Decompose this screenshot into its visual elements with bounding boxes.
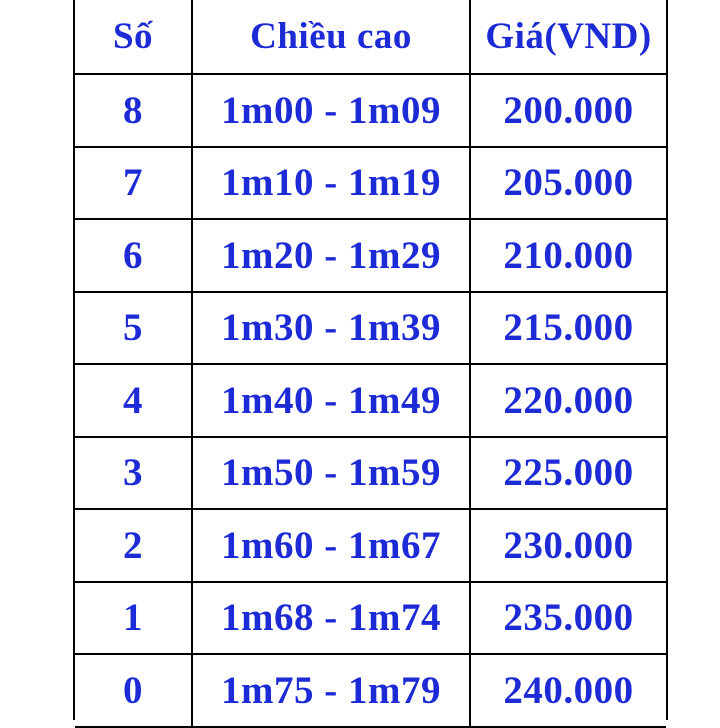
header-price: Giá(VND) [485, 16, 652, 57]
size-number-cell: 2 [75, 510, 193, 581]
height-range-cell: 1m75 - 1m79 [193, 655, 471, 726]
size-number-cell: 8 [75, 75, 193, 146]
price-cell: 220.000 [503, 378, 634, 422]
table-row [75, 75, 666, 148]
table-row [75, 365, 666, 438]
size-number-cell: 4 [75, 365, 193, 436]
height-range-cell: 1m20 - 1m29 [193, 220, 471, 291]
table-row [75, 293, 666, 366]
price-cell: 215.000 [503, 306, 634, 350]
height-range-cell: 1m00 - 1m09 [193, 75, 471, 146]
header-height: Chiều cao [193, 0, 471, 73]
price-cell: 200.000 [503, 88, 634, 132]
size-number-cell: 7 [75, 148, 193, 219]
height-range-cell: 1m30 - 1m39 [193, 293, 471, 364]
table-row [75, 148, 666, 221]
table-row [75, 438, 666, 511]
size-number-cell: 0 [75, 655, 193, 726]
size-number-cell: 1 [75, 583, 193, 654]
price-cell: 240.000 [503, 668, 634, 712]
height-range-cell: 1m40 - 1m49 [193, 365, 471, 436]
size-number-cell: 5 [75, 293, 193, 364]
table-row [75, 655, 666, 728]
price-cell: 235.000 [503, 596, 634, 640]
table-row [75, 220, 666, 293]
price-cell: 205.000 [503, 161, 634, 205]
table-row [75, 510, 666, 583]
size-number-cell: 3 [75, 438, 193, 509]
price-cell: 230.000 [503, 523, 634, 567]
size-price-table [73, 0, 668, 720]
price-cell: 210.000 [503, 233, 634, 277]
table-row [75, 583, 666, 656]
header-size-number: Số [75, 0, 193, 73]
table-header-row [75, 0, 666, 75]
height-range-cell: 1m10 - 1m19 [193, 148, 471, 219]
height-range-cell: 1m60 - 1m67 [193, 510, 471, 581]
price-cell: 225.000 [503, 451, 634, 495]
size-number-cell: 6 [75, 220, 193, 291]
height-range-cell: 1m68 - 1m74 [193, 583, 471, 654]
height-range-cell: 1m50 - 1m59 [193, 438, 471, 509]
